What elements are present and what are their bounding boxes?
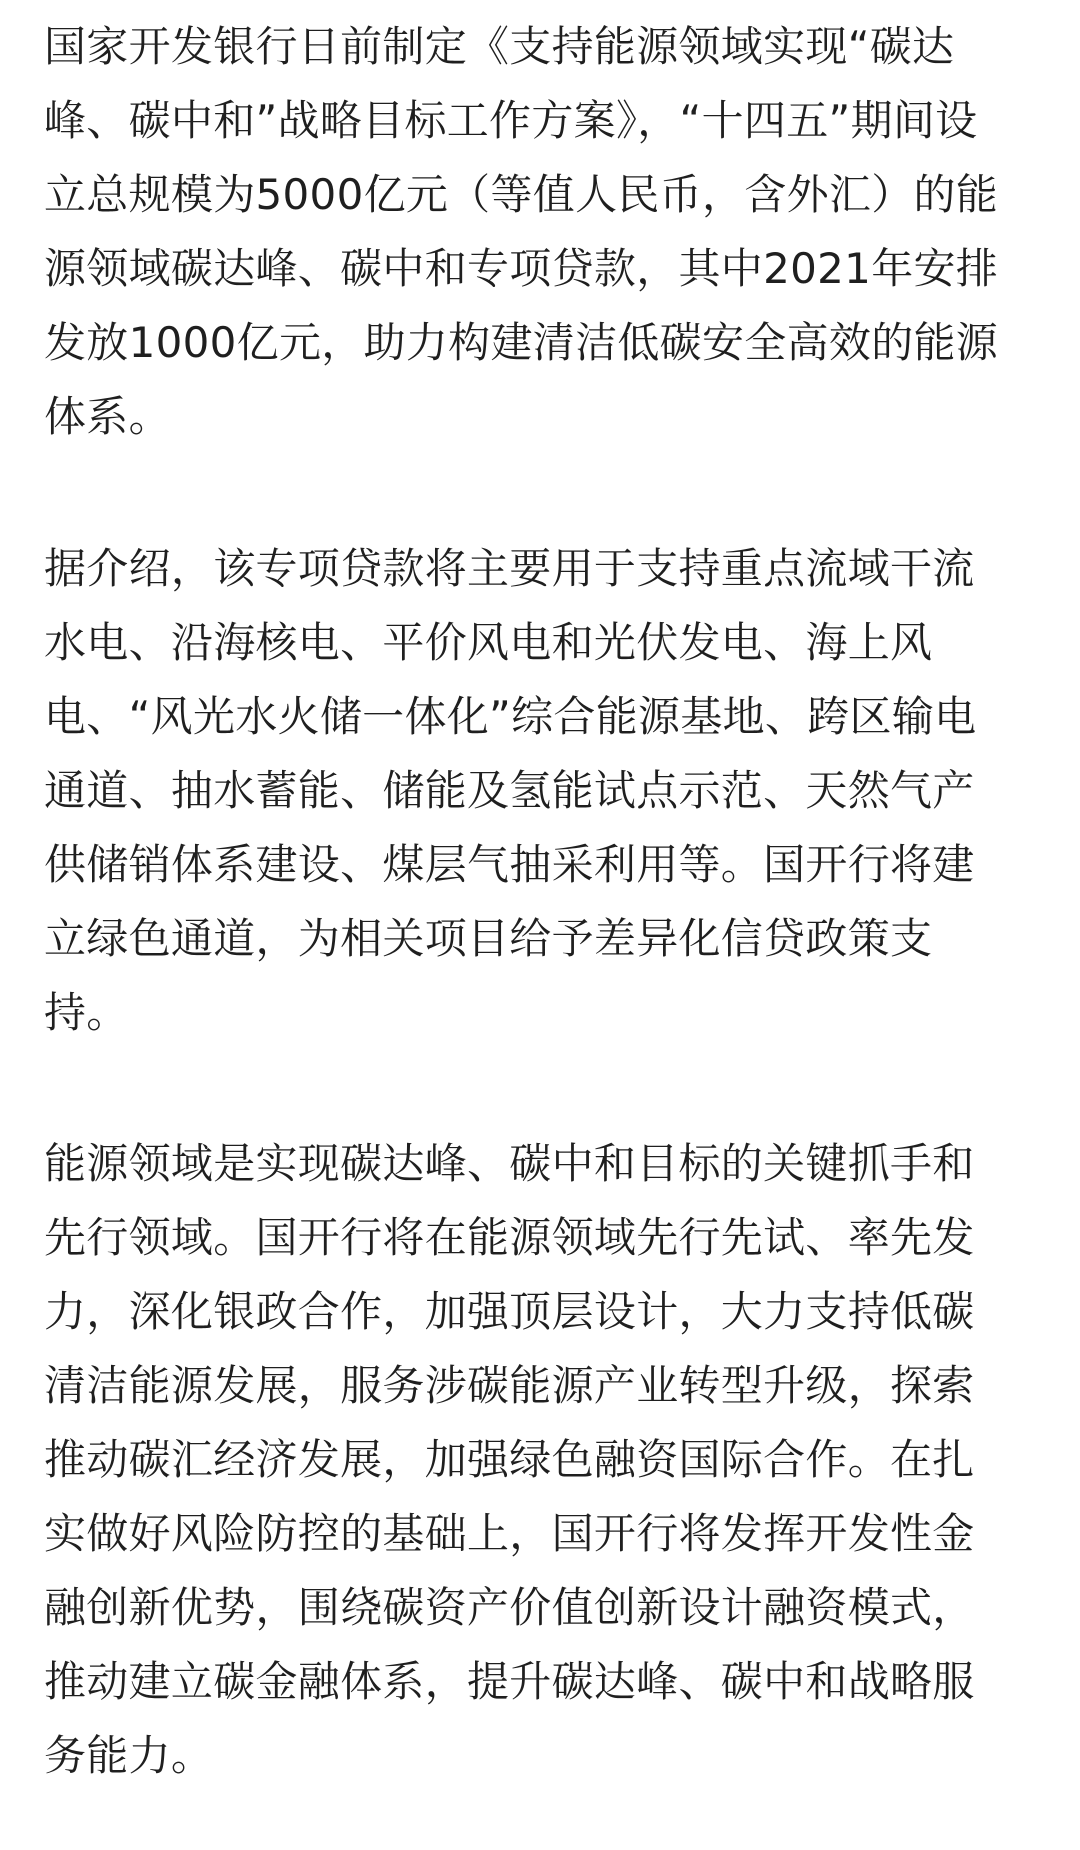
text-line: 力，深化银政合作，加强顶层设计，大力支持低碳 xyxy=(44,1287,975,1336)
text-line: 水电、沿海核电、平价风电和光伏发电、海上风 xyxy=(44,618,933,667)
text-line: 发放1000亿元，助力构建清洁低碳安全高效的能源 xyxy=(44,318,999,367)
text-line: 实做好风险防控的基础上，国开行将发挥开发性金 xyxy=(44,1509,975,1558)
text-line: 据介绍，该专项贷款将主要用于支持重点流域干流 xyxy=(44,544,975,593)
text-line: 清洁能源发展，服务涉碳能源产业转型升级，探索 xyxy=(44,1361,975,1410)
text-line: 供储销体系建设、煤层气抽采利用等。国开行将建 xyxy=(44,840,975,889)
text-line: 融创新优势，围绕碳资产价值创新设计融资模式， xyxy=(44,1583,975,1632)
text-line: 推动碳汇经济发展，加强绿色融资国际合作。在扎 xyxy=(44,1435,975,1484)
text-line: 立总规模为5000亿元（等值人民币，含外汇）的能 xyxy=(44,170,999,219)
text-line: 通道、抽水蓄能、储能及氢能试点示范、天然气产 xyxy=(44,766,975,815)
text-line: 能源领域是实现碳达峰、碳中和目标的关键抓手和 xyxy=(44,1139,975,1188)
paragraph-1 xyxy=(44,10,1044,454)
text-line: 源领域碳达峰、碳中和专项贷款，其中2021年安排 xyxy=(44,244,999,293)
text-line: 峰、碳中和”战略目标工作方案》，“十四五”期间设 xyxy=(44,96,978,145)
text-line: 持。 xyxy=(44,988,129,1037)
text-line: 电、“风光水火储一体化”综合能源基地、跨区输电 xyxy=(44,692,977,741)
paragraph-3 xyxy=(44,1127,1044,1793)
text-line: 体系。 xyxy=(44,392,171,441)
text-line: 立绿色通道，为相关项目给予差异化信贷政策支 xyxy=(44,914,933,963)
text-line: 务能力。 xyxy=(44,1731,214,1780)
paragraph-2 xyxy=(44,532,1044,1050)
text-line: 先行领域。国开行将在能源领域先行先试、率先发 xyxy=(44,1213,975,1262)
text-line: 推动建立碳金融体系，提升碳达峰、碳中和战略服 xyxy=(44,1657,975,1706)
text-line: 国家开发银行日前制定《支持能源领域实现“碳达 xyxy=(44,22,955,71)
